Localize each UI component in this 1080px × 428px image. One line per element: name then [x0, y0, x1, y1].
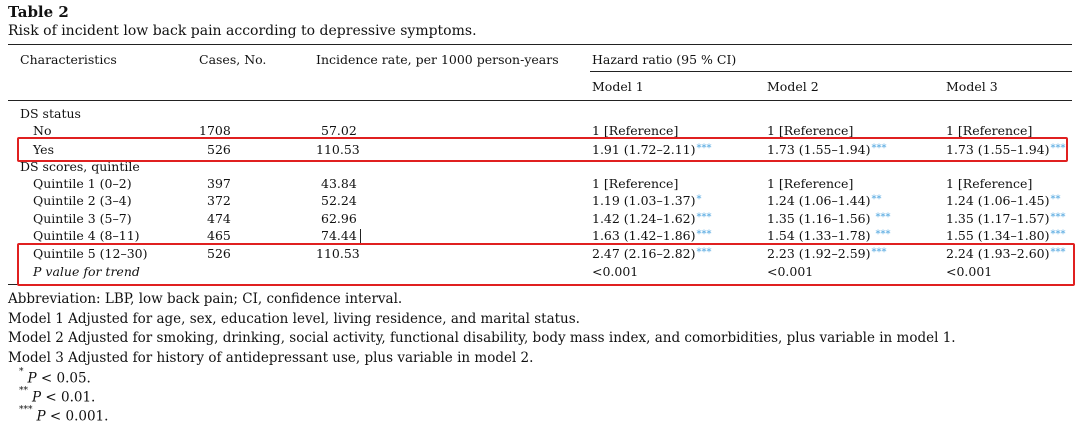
footnote-p: P: [32, 389, 42, 406]
hr-value: 1.54 (1.33–1.78): [767, 228, 875, 243]
row-label: Quintile 4 (8–11): [33, 228, 140, 243]
footnote-mark: ***: [19, 405, 33, 415]
row-label: Quintile 3 (5–7): [33, 211, 132, 226]
hr-value: 2.23 (1.92–2.59): [767, 246, 871, 261]
row-incidence: 110.53: [316, 246, 360, 261]
hr-value: 1 [Reference]: [946, 176, 1033, 191]
row-model2: [767, 228, 890, 243]
significance-marker: ***: [696, 247, 712, 258]
row-cases: 397: [207, 176, 231, 191]
significance-marker: ***: [1050, 143, 1066, 154]
row-label: Quintile 2 (3–4): [33, 193, 132, 208]
hr-value: 1.24 (1.06–1.44): [767, 193, 871, 208]
row-model2: [767, 193, 881, 208]
hr-value: 1.73 (1.55–1.94): [946, 142, 1050, 157]
note-model1: Model 1 Adjusted for age, sex, education level, living residence, and marital status.: [8, 311, 580, 327]
footnote-mark: **: [19, 386, 28, 396]
section-ds-scores: DS scores, quintile: [20, 159, 140, 174]
significance-marker: ***: [875, 212, 891, 223]
row-model3: [946, 228, 1065, 243]
hr-value: 1 [Reference]: [767, 123, 854, 138]
highlight-box-yes-row: [17, 137, 1068, 162]
footnote-p: P: [36, 408, 46, 425]
row-cases: 1708: [199, 123, 231, 138]
hr-value: 2.47 (2.16–2.82): [592, 246, 696, 261]
row-cases: 526: [207, 142, 231, 157]
row-incidence: 110.53: [316, 142, 360, 157]
section-ds-status: DS status: [20, 106, 81, 121]
significance-marker: ***: [871, 247, 887, 258]
significance-marker: *: [696, 194, 702, 205]
hr-value: 1 [Reference]: [592, 176, 679, 191]
significance-marker: ***: [875, 229, 891, 240]
header-model1: Model 1: [592, 79, 644, 94]
significance-marker: ***: [696, 143, 712, 154]
hr-value: <0.001: [946, 264, 993, 279]
row-incidence: 52.24: [321, 193, 357, 208]
row-model3: [946, 176, 1033, 191]
top-rule: [8, 44, 1072, 45]
significance-marker: ***: [1050, 229, 1066, 240]
significance-marker: **: [1050, 194, 1061, 205]
row-model1: [592, 176, 679, 191]
row-model2: [767, 211, 890, 226]
footnote-p001: [19, 405, 109, 425]
row-cases: 465: [207, 228, 231, 243]
row-model3: [946, 123, 1033, 138]
header-characteristics: Characteristics: [20, 52, 117, 67]
hr-value: 1.35 (1.16–1.56): [767, 211, 875, 226]
footnote-p: P: [27, 370, 37, 387]
hazard-subrule: [590, 71, 1072, 72]
row-label: No: [33, 123, 52, 138]
hr-value: 1.24 (1.06–1.45): [946, 193, 1050, 208]
row-cases: 372: [207, 193, 231, 208]
row-cases: 474: [207, 211, 231, 226]
hr-value: 1.63 (1.42–1.86): [592, 228, 696, 243]
highlight-box-quintile5-trend: [17, 243, 1075, 286]
row-model1: [592, 123, 679, 138]
table-title: Table 2: [8, 3, 69, 21]
footnote-text: < 0.05.: [36, 370, 91, 387]
header-incidence: Incidence rate, per 1000 person-years: [316, 52, 559, 67]
row-cases: 526: [207, 246, 231, 261]
hr-value: <0.001: [592, 264, 639, 279]
header-model3: Model 3: [946, 79, 998, 94]
header-hazard-ratio: Hazard ratio (95 % CI): [592, 52, 737, 67]
hr-value: 1.91 (1.72–2.11): [592, 142, 696, 157]
footnote-p01: [19, 386, 96, 406]
row-model2: [767, 176, 854, 191]
hr-value: <0.001: [767, 264, 814, 279]
row-incidence: 43.84: [321, 176, 357, 191]
footnote-text: < 0.01.: [41, 389, 96, 406]
hr-value: 1 [Reference]: [767, 176, 854, 191]
header-cases: Cases, No.: [199, 52, 267, 67]
hr-value: 2.24 (1.93–2.60): [946, 246, 1050, 261]
significance-marker: ***: [696, 212, 712, 223]
footnote-text: < 0.001.: [45, 408, 109, 425]
hr-value: 1.19 (1.03–1.37): [592, 193, 696, 208]
table-caption: Risk of incident low back pain according to depressive symptoms.: [8, 23, 477, 39]
row-model3: [946, 211, 1065, 226]
row-label: Yes: [33, 142, 54, 157]
row-model3: [946, 193, 1060, 208]
footnote-p05: [19, 367, 91, 387]
row-label: Quintile 5 (12–30): [33, 246, 148, 261]
row-label: Quintile 1 (0–2): [33, 176, 132, 191]
significance-marker: ***: [1050, 247, 1066, 258]
hr-value: 1.73 (1.55–1.94): [767, 142, 871, 157]
row-incidence: 62.96: [321, 211, 357, 226]
hr-value: 1.35 (1.17–1.57): [946, 211, 1050, 226]
footnote-mark: *: [19, 367, 24, 377]
row-model2: [767, 123, 854, 138]
significance-marker: ***: [871, 143, 887, 154]
hr-value: 1 [Reference]: [946, 123, 1033, 138]
significance-marker: **: [871, 194, 882, 205]
note-model3: Model 3 Adjusted for history of antidepressant use, plus variable in model 2.: [8, 350, 534, 366]
hr-value: 1.42 (1.24–1.62): [592, 211, 696, 226]
row-label: P value for trend: [33, 264, 140, 279]
hr-value: 1.55 (1.34–1.80): [946, 228, 1050, 243]
header-rule: [8, 100, 1072, 101]
text-cursor: [360, 229, 361, 243]
significance-marker: ***: [1050, 212, 1066, 223]
significance-marker: ***: [696, 229, 712, 240]
row-model1: [592, 228, 711, 243]
row-model1: [592, 211, 711, 226]
row-incidence: 57.02: [321, 123, 357, 138]
note-abbreviation: Abbreviation: LBP, low back pain; CI, confidence interval.: [8, 291, 403, 307]
row-model1: [592, 193, 701, 208]
row-incidence: 74.44: [321, 228, 357, 243]
note-model2: Model 2 Adjusted for smoking, drinking, social activity, functional disability, body mass index, and comorbidities, plus variable in model 1.: [8, 330, 956, 346]
header-model2: Model 2: [767, 79, 819, 94]
hr-value: 1 [Reference]: [592, 123, 679, 138]
